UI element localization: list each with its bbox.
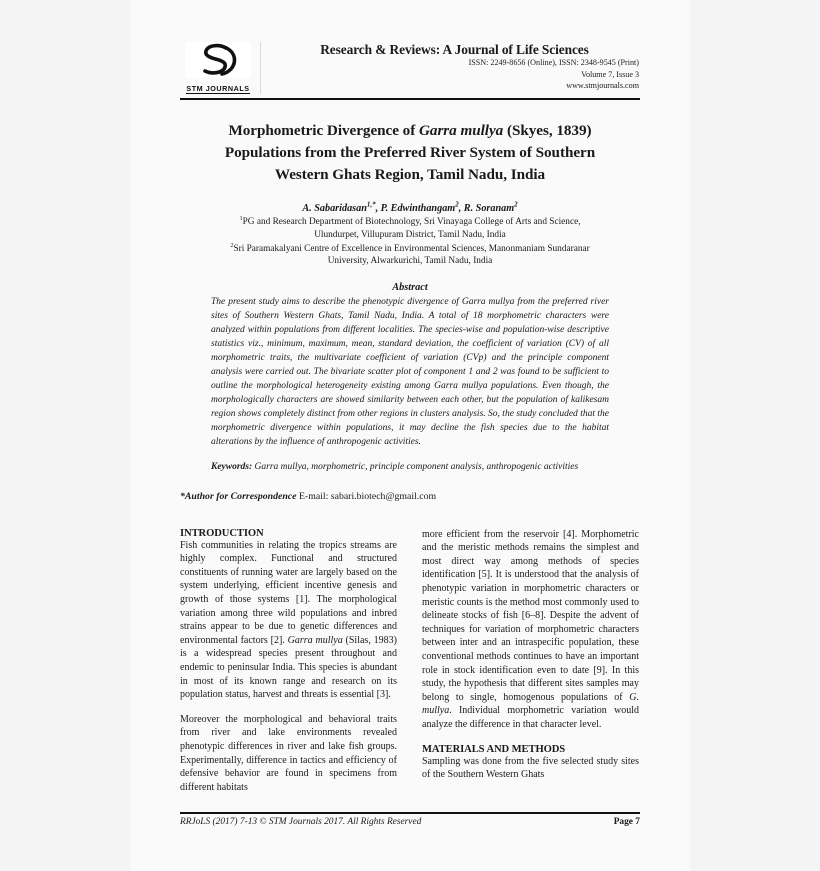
abstract-heading: Abstract xyxy=(392,282,428,294)
body-columns xyxy=(180,528,640,795)
journal-logo-caption: STM JOURNALS xyxy=(186,83,250,93)
journal-issn: ISSN: 2249-8656 (Online), ISSN: 2348-9545 (Print) xyxy=(468,58,639,67)
footer-citation: RRJoLS (2017) 7-13 © STM Journals 2017. All Rights Reserved xyxy=(180,817,422,827)
page-content xyxy=(180,0,640,794)
document-page xyxy=(130,0,690,871)
page-title xyxy=(184,120,636,186)
abstract-section xyxy=(211,282,609,474)
column-right xyxy=(422,528,639,795)
column-left xyxy=(180,528,397,795)
header-divider xyxy=(180,98,640,100)
correspondence-line xyxy=(180,491,640,502)
intro-paragraph-1: Fish communities in relating the tropics streams are highly complex. Functional and structured constituents of running water are largely based on the system underlying, efficient incentive genesis and growth of those systems [1]. The morphological variation among three wild populations and inbred strains appear to be due to genetic differences and environmental factors [2]. Garra mullya (Silas, 1983) is a widespread species present throughout and endemic to peninsular India. This species is abundant in most of its known range and research on its population status, harvest and threats is essential [3]. xyxy=(180,539,397,701)
journal-logo xyxy=(180,42,261,94)
journal-volume: Volume 7, Issue 3 xyxy=(581,69,639,79)
title-line1-pre: Morphometric Divergence of xyxy=(228,122,419,139)
affiliation-2: $^2$Sri Paramakalyani Centre of Excellence in Environmental Sciences, Manonmaniam Sundaranar University, Alwarkurichi, Tamil Nadu, India xyxy=(230,241,590,267)
abstract-text: The present study aims to describe the phenotypic divergence of Garra mullya from the preferred river sites of Southern Western Ghats, Tamil Nadu, India. A total of 18 morphometric characters were analyzed within populations from different localities. The species-wise and population-wise descriptive statistics viz., minimum, maximum, mean, standard deviation, the coefficient of variation (CV) of all morphometric traits, the multivariate coefficient of variation (CVp) and the principle component analysis were carried out. The bivariate scatter plot of component 1 and 2 was found to be sufficient to outline the morphological heterogeneity existing among Garra mullya populations. Even though, the morphologically characters are showed similarity between each other, but the population of kalikesam region shows completely distinct from other regions in clusters analysis. So, the study concluded that the morphometric divergence within populations, it may decline the fish species due to the habitat alterations by the influence of anthropogenic activities. xyxy=(211,297,609,447)
intro-paragraph-3: more efficient from the reservoir [4]. Morphometric and the meristic methods remains the simplest and most direct way among methods of species identification [5]. It is understood that the analysis of phenotypic variation in morphometric characters or meristic counts is the method most commonly used to delineate stocks of fish [6–8]. Despite the advent of techniques for variation of morphometric characters between inter and an intraspecific population, these conventional methods continues to have an important role in stock identification even to date [9]. In this study, the hypothesis that different sites samples may belong to single, homogenous populations of G. mullya. Individual morphometric variation would analyze the difference in that character level. xyxy=(422,528,639,730)
title-line3: Western Ghats Region, Tamil Nadu, India xyxy=(274,165,546,183)
methods-paragraph-1: Sampling was done from the five selected study sites of the Southern Western Ghats xyxy=(422,755,639,781)
journal-title: Research & Reviews: A Journal of Life Sciences xyxy=(320,42,589,57)
journal-header xyxy=(180,0,640,94)
keywords-text: Garra mullya, morphometric, principle component analysis, anthropogenic activities xyxy=(252,461,579,472)
affiliation-1: $^1$PG and Research Department of Biotechnology, Sri Vinayaga College of Arts and Science, Ulundurpet, Villupuram District, Tamil Nadu, India xyxy=(239,214,581,240)
title-species-name: Garra mullya xyxy=(418,122,504,139)
keywords xyxy=(211,461,609,475)
page-footer xyxy=(180,812,640,827)
stm-s-logo-icon xyxy=(185,42,251,78)
author-list: A. Sabaridasan$^{1,*}$, P. Edwinthangam$^2$, R. Soranam$^2$ xyxy=(302,201,518,214)
correspondence-email[interactable]: E-mail: sabari.biotech@gmail.com xyxy=(296,490,437,502)
keywords-label: Keywords: xyxy=(211,461,253,472)
journal-meta xyxy=(261,42,640,94)
title-line2: Populations from the Preferred River System of Southern xyxy=(224,143,596,161)
footer-divider xyxy=(180,812,640,814)
heading-introduction: INTRODUCTION xyxy=(180,527,264,539)
heading-materials-and-methods: MATERIALS AND METHODS xyxy=(422,743,566,755)
correspondence-label: *Author for Correspondence xyxy=(180,490,297,502)
title-line1-post: (Skyes, 1839) xyxy=(503,122,592,139)
journal-website[interactable]: www.stmjournals.com xyxy=(566,81,639,91)
footer-page-number: Page 7 xyxy=(613,817,640,827)
intro-paragraph-2: Moreover the morphological and behavioral traits from river and lake environments revealed phenotypic differences in river and lake fish groups. Experimentally, difference in tactics and efficiency of defensive behavior are found in specimens from different habitats xyxy=(180,713,397,793)
